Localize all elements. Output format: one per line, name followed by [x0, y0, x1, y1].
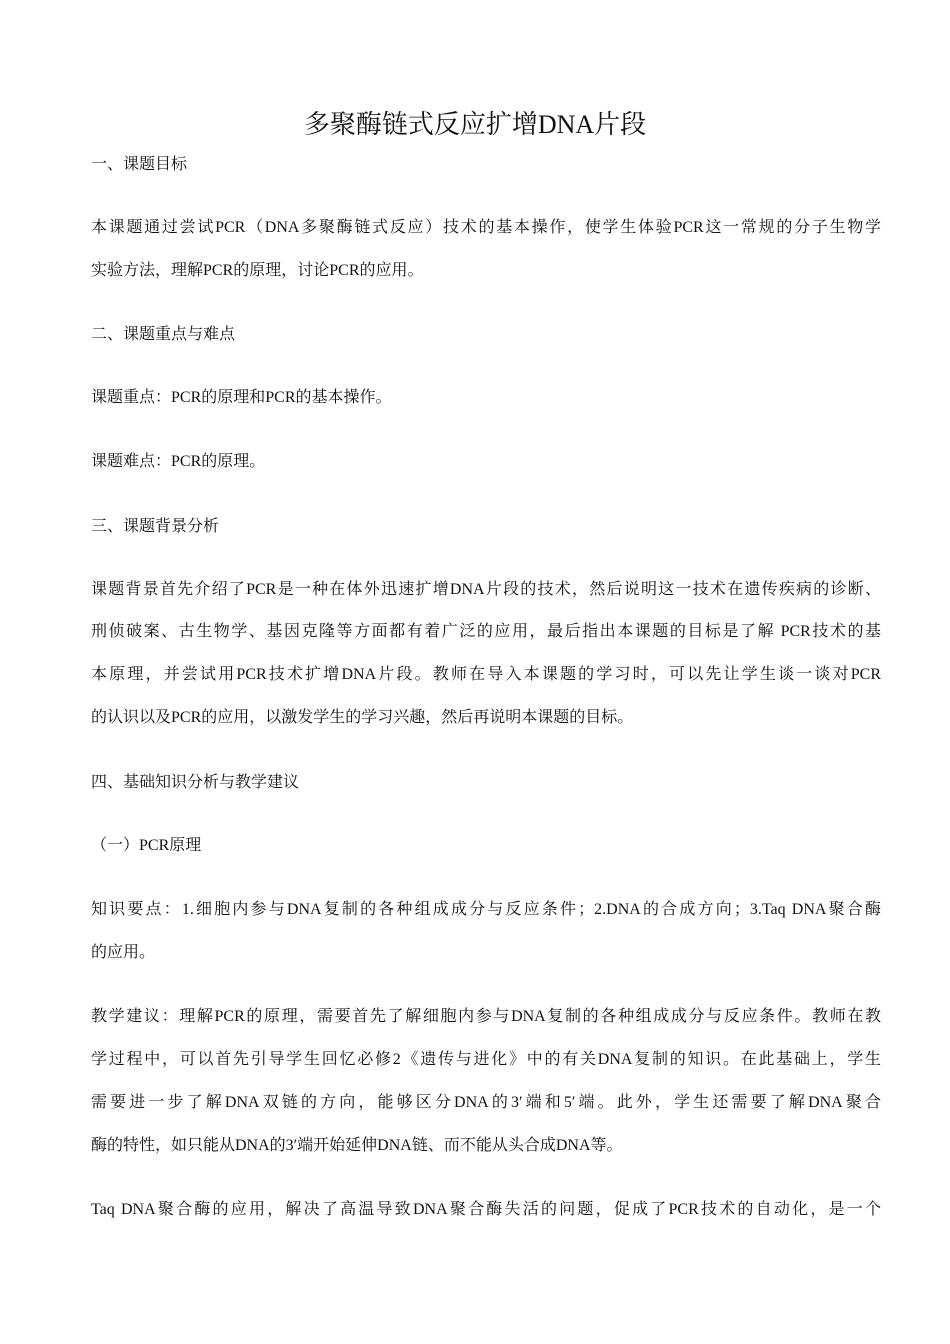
paragraph-line: 的应用。 [91, 944, 156, 961]
paragraph-line: 的认识以及PCR的应用，以激发学生的学习兴趣，然后再说明本课题的目标。 [91, 709, 634, 726]
paragraph-line: 需要进一步了解DNA双链的方向，能够区分DNA的3′端和5′端。此外，学生还需要了解DNA聚合 [91, 1094, 881, 1111]
paragraph-line: 实验方法，理解PCR的原理，讨论PCR的应用。 [91, 262, 424, 279]
paragraph-line: 课题背景首先介绍了PCR是一种在体外迅速扩增DNA片段的技术，然后说明这一技术在遗传疾病的诊断、 [91, 581, 881, 598]
section-heading-goals: 一、课题目标 [91, 156, 188, 173]
paragraph-line: 知识要点：1.细胞内参与DNA复制的各种组成成分与反应条件；2.DNA的合成方向；3.Taq DNA聚合酶 [91, 901, 881, 918]
paragraph-line: 课题重点：PCR的原理和PCR的基本操作。 [91, 389, 392, 406]
paragraph-line: 本原理，并尝试用PCR技术扩增DNA片段。教师在导入本课题的学习时，可以先让学生谈一谈对PCR [91, 666, 881, 683]
paragraph-line: Taq DNA聚合酶的应用，解决了高温导致DNA聚合酶失活的问题，促成了PCR技术的自动化，是一个 [91, 1201, 881, 1218]
section-heading-knowledge: 四、基础知识分析与教学建议 [91, 774, 300, 791]
paragraph-line: 酶的特性，如只能从DNA的3′端开始延伸DNA链、而不能从头合成DNA等。 [91, 1137, 623, 1154]
section-heading-focus: 二、课题重点与难点 [91, 326, 236, 343]
paragraph-line: 刑侦破案、古生物学、基因克隆等方面都有着广泛的应用，最后指出本课题的目标是了解 PCR技术的基 [91, 623, 881, 640]
paragraph-line: 教学建议：理解PCR的原理，需要首先了解细胞内参与DNA复制的各种组成成分与反应条件。教师在教 [91, 1008, 881, 1025]
paragraph-line: 本课题通过尝试PCR（DNA多聚酶链式反应）技术的基本操作，使学生体验PCR这一常规的分子生物学 [91, 219, 881, 236]
paragraph-line: 学过程中，可以首先引导学生回忆必修2《遗传与进化》中的有关DNA复制的知识。在此基础上，学生 [91, 1051, 881, 1068]
document-title: 多聚酶链式反应扩增DNA片段 [303, 110, 647, 139]
paragraph-line: 课题难点：PCR的原理。 [91, 453, 266, 470]
subsection-heading-pcr-principle: （一）PCR原理 [91, 837, 202, 854]
section-heading-background: 三、课题背景分析 [91, 518, 220, 535]
